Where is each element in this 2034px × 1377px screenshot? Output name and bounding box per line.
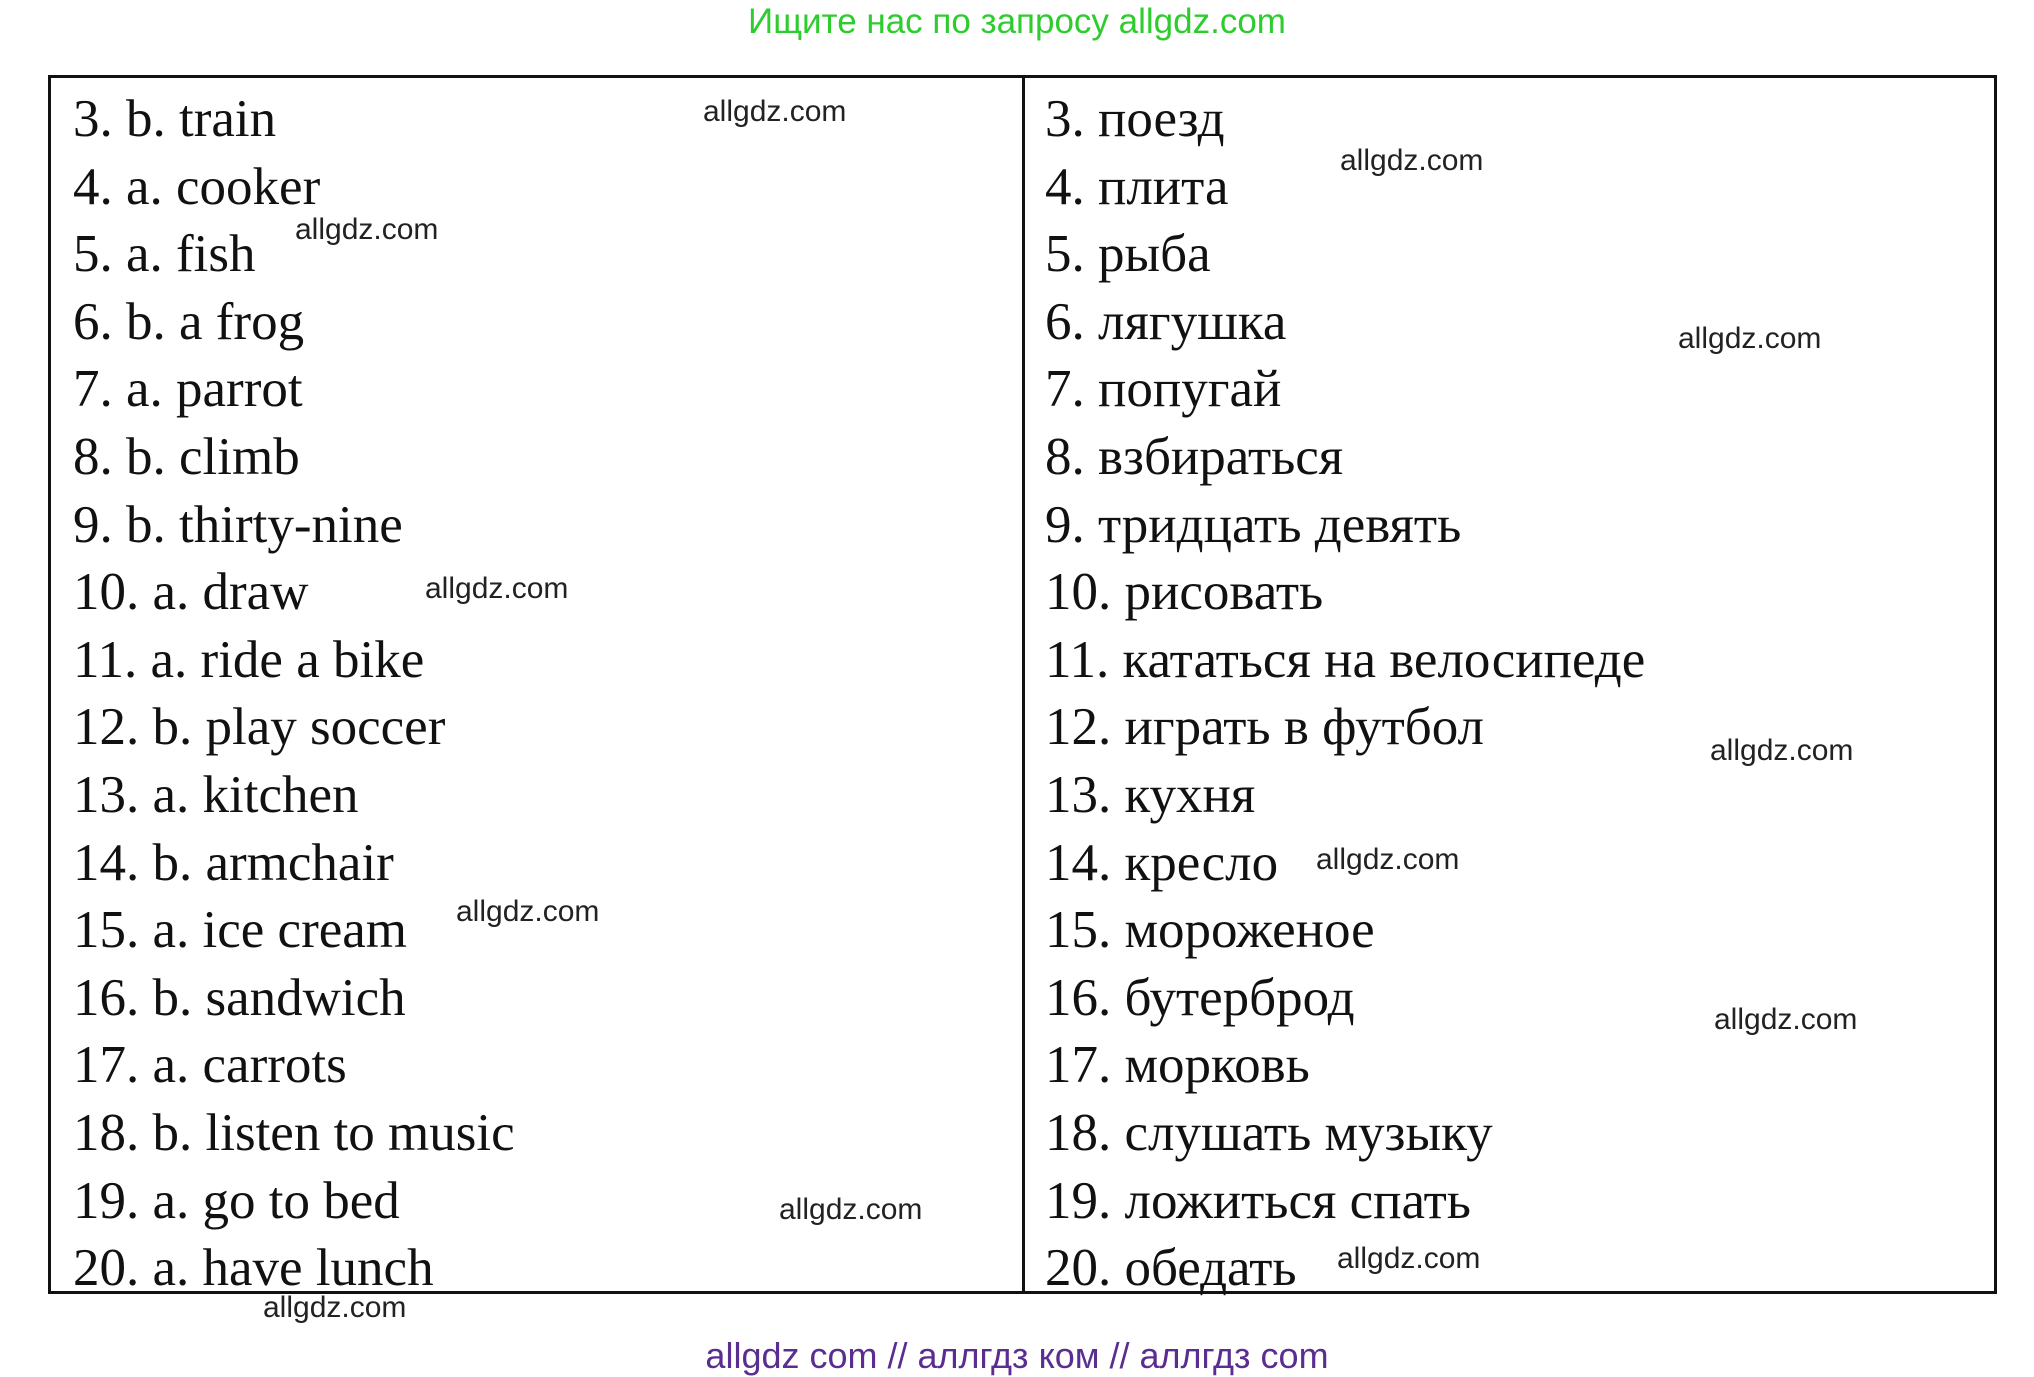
translation-item-5: 5. рыба — [1045, 225, 1211, 284]
answer-table — [48, 75, 1997, 1298]
answer-item-18: 18. b. listen to music — [73, 1103, 515, 1162]
answer-item-15: 15. a. ice cream — [73, 901, 407, 960]
translation-item-10: 10. рисовать — [1045, 563, 1324, 622]
answer-item-5: 5. a. fish — [73, 225, 256, 284]
watermark-text: allgdz.com — [779, 1193, 923, 1226]
translation-item-12: 12. играть в футбол — [1045, 698, 1485, 757]
answer-item-20: 20. a. have lunch — [73, 1239, 434, 1298]
translation-item-3: 3. поезд — [1045, 90, 1225, 148]
translation-item-15: 15. мороженое — [1045, 901, 1375, 960]
watermark-text: allgdz.com — [1337, 1242, 1481, 1275]
answer-item-6: 6. b. a frog — [73, 292, 305, 351]
russian-translations-list — [1045, 86, 1645, 1303]
translation-item-8: 8. взбираться — [1045, 427, 1344, 486]
translation-item-19: 19. ложиться спать — [1045, 1171, 1471, 1230]
watermark-text: allgdz.com — [1316, 843, 1460, 876]
answer-item-19: 19. a. go to bed — [73, 1171, 400, 1230]
answer-item-7: 7. a. parrot — [73, 360, 303, 419]
watermark-text: allgdz.com — [1340, 144, 1484, 177]
answer-item-11: 11. a. ride a bike — [73, 630, 425, 689]
answer-item-10: 10. a. draw — [73, 563, 309, 622]
answer-item-3: 3. b. train — [73, 90, 277, 148]
translation-item-13: 13. кухня — [1045, 765, 1256, 824]
top-banner: Ищите нас по запросу allgdz.com — [748, 2, 1286, 41]
watermark-text: allgdz.com — [263, 1291, 407, 1324]
watermark-text: allgdz.com — [1678, 322, 1822, 355]
footer-banner: allgdz com // аллгдз ком // аллгдз com — [705, 1335, 1329, 1376]
answer-item-8: 8. b. climb — [73, 427, 300, 486]
watermark-text: allgdz.com — [295, 213, 439, 246]
answer-item-9: 9. b. thirty-nine — [73, 495, 403, 554]
watermark-text: allgdz.com — [1714, 1003, 1858, 1036]
translation-item-6: 6. лягушка — [1045, 292, 1287, 351]
watermark-text: allgdz.com — [703, 95, 847, 128]
translation-item-7: 7. попугай — [1045, 360, 1282, 419]
translation-item-16: 16. бутерброд — [1045, 968, 1355, 1027]
translation-item-17: 17. морковь — [1045, 1036, 1310, 1095]
answer-item-12: 12. b. play soccer — [73, 698, 446, 757]
russian-translations-column — [1025, 78, 1994, 1298]
watermark-text: allgdz.com — [456, 895, 600, 928]
translation-item-4: 4. плита — [1045, 157, 1229, 216]
translation-item-14: 14. кресло — [1045, 833, 1279, 892]
watermark-text: allgdz.com — [1710, 734, 1854, 767]
translation-item-20: 20. обедать — [1045, 1239, 1297, 1298]
translation-item-18: 18. слушать музыку — [1045, 1103, 1493, 1162]
answer-item-16: 16. b. sandwich — [73, 968, 406, 1027]
translation-item-9: 9. тридцать девять — [1045, 495, 1462, 554]
answer-item-4: 4. a. cooker — [73, 157, 321, 216]
watermark-text: allgdz.com — [425, 572, 569, 605]
answer-item-17: 17. a. carrots — [73, 1036, 347, 1095]
answer-item-14: 14. b. armchair — [73, 833, 394, 892]
english-answers-column — [51, 78, 1025, 1298]
english-answers-list — [73, 86, 515, 1303]
answer-item-13: 13. a. kitchen — [73, 765, 359, 824]
translation-item-11: 11. кататься на велосипеде — [1045, 630, 1646, 689]
